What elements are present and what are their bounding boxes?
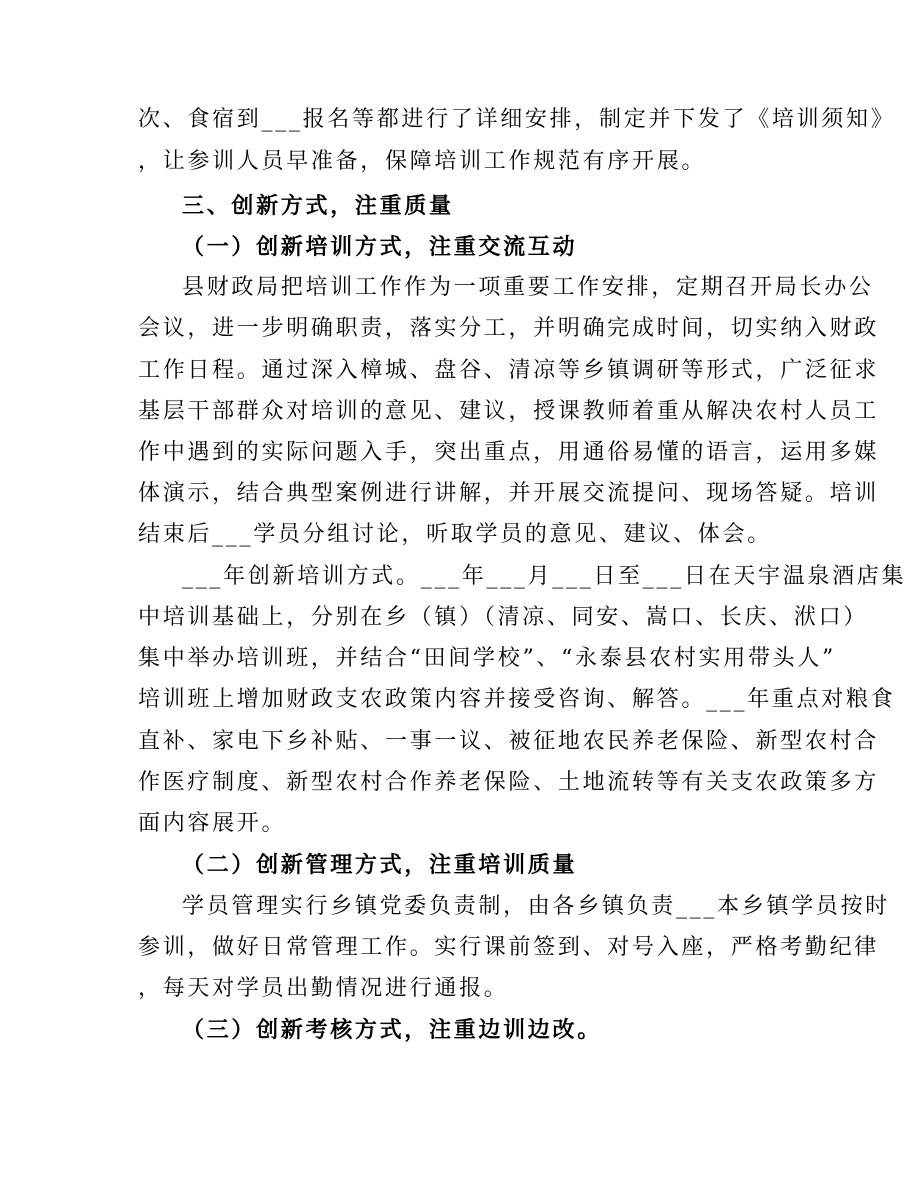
text-line: ___年创新培训方式。___年___月___日至___日在天宇温泉酒店集 (182, 564, 907, 589)
text-line: 集中举办培训班，并结合“田间学校”、“永泰县农村实用带头人” (138, 646, 836, 671)
text-line: 面内容展开。 (138, 811, 287, 836)
text-line: 会议，进一步明确职责，落实分工，并明确完成时间，切实纳入财政 (138, 316, 880, 341)
text-line: 参训，做好日常管理工作。实行课前签到、对号入座，严格考勤纪律 (138, 935, 880, 960)
text-line: 结束后___学员分组讨论，听取学员的意见、建议、体会。 (138, 522, 772, 547)
text-line: 作医疗制度、新型农村合作养老保险、土地流转等有关支农政策多方 (138, 770, 880, 795)
text-line: 基层干部群众对培训的意见、建议，授课教师着重从解决农村人员工 (138, 399, 880, 424)
text-line: 中培训基础上，分别在乡（镇）（清凉、同安、嵩口、长庆、洑口） (138, 605, 869, 630)
text-line: 学员管理实行乡镇党委负责制，由各乡镇负责___本乡镇学员按时 (182, 894, 891, 919)
text-line: 直补、家电下乡补贴、一事一议、被征地农民养老保险、新型农村合 (138, 729, 880, 754)
text-line: 培训班上增加财政支农政策内容并接受咨询、解答。___年重点对粮食 (138, 687, 896, 712)
text-line: 体演示，结合典型案例进行讲解，并开展交流提问、现场答疑。培训 (138, 481, 880, 506)
subsection-heading: （二）创新管理方式，注重培训质量 (182, 852, 578, 878)
text-line: 工作日程。通过深入樟城、盘谷、清凉等乡镇调研等形式，广泛征求 (138, 358, 880, 383)
section-heading: 三、创新方式，注重质量 (182, 193, 454, 219)
text-line: ，让参训人员早准备，保障培训工作规范有序开展。 (138, 149, 707, 174)
text-line: 作中遇到的实际问题入手，突出重点，用通俗易懂的语言，运用多媒 (138, 440, 880, 465)
text-line: ，每天对学员出勤情况进行通报。 (138, 976, 509, 1001)
subsection-heading: （三）创新考核方式，注重边训边改。 (182, 1017, 602, 1043)
subsection-heading: （一）创新培训方式，注重交流互动 (182, 234, 578, 260)
text-line: 县财政局把培训工作作为一项重要工作安排，定期召开局长办公 (182, 275, 874, 300)
text-line: 次、食宿到___报名等都进行了详细安排，制定并下发了《培训须知》 (138, 107, 896, 132)
